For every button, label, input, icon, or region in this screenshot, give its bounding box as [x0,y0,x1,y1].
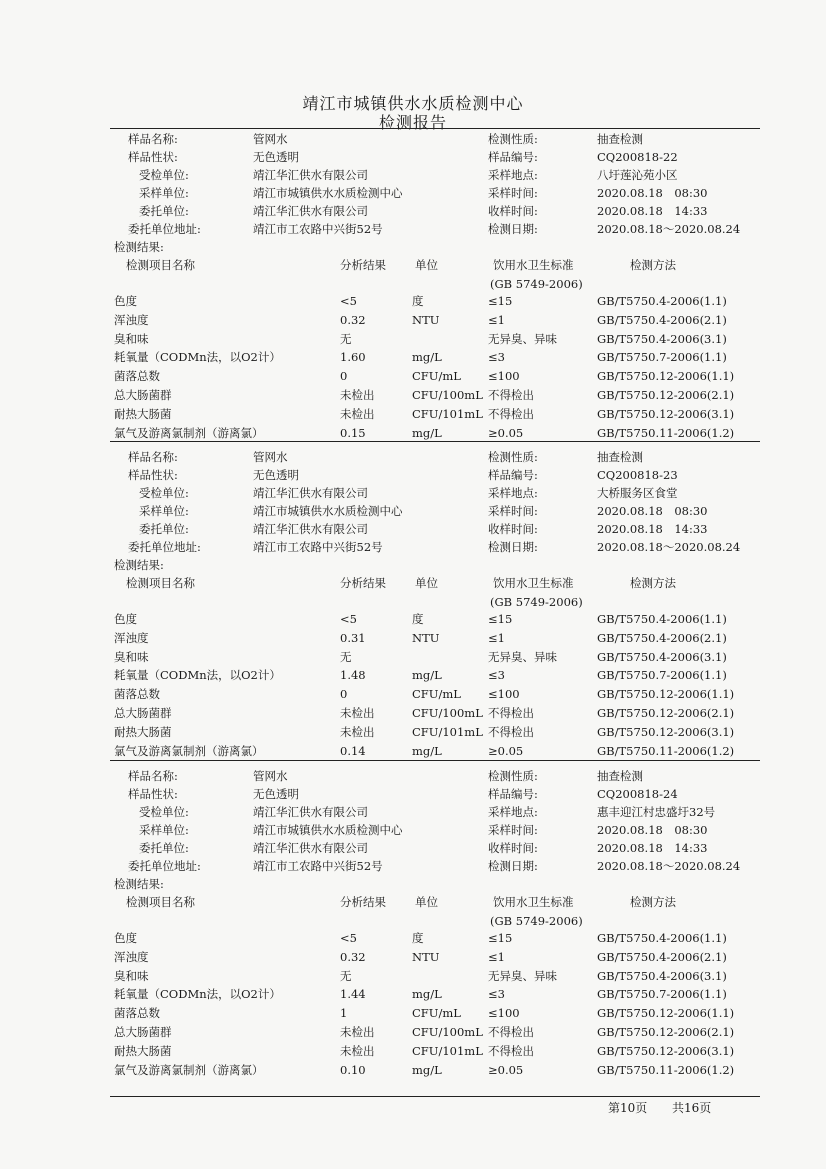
label-test-date: 检测日期: [488,222,538,236]
label-client-address: 委托单位地址: [128,540,201,554]
result-row-unit: mg/L [412,987,442,1002]
page-total: 共16页 [672,1101,712,1115]
col-header-unit: 单位 [415,258,438,272]
result-row-unit: CFU/mL [412,369,461,384]
label-sampling-time: 采样时间: [488,504,538,518]
result-row-method: GB/T5750.4-2006(3.1) [597,649,727,664]
result-row-standard: ≤1 [488,630,505,645]
result-row-method: GB/T5750.12-2006(2.1) [597,706,735,720]
result-row-item: 色度 [114,612,137,626]
col-header-standard-code: (GB 5749-2006) [490,277,583,291]
col-header-unit: 单位 [415,895,438,909]
label-sampling-time: 采样时间: [488,186,538,200]
label-client-address: 委托单位地址: [128,222,201,236]
result-row-value: 1.48 [340,668,366,683]
result-row-unit: CFU/101mL [412,406,483,421]
result-row-method: GB/T5750.4-2006(3.1) [597,331,727,346]
result-row-standard: ≤1 [488,312,505,327]
value-test-nature: 抽查检测 [597,769,643,783]
result-row-item: 总大肠菌群 [114,388,172,402]
result-row-method: GB/T5750.12-2006(2.1) [597,1025,735,1039]
label-sampling-site: 采样地点: [488,805,538,819]
value-state: 无色透明 [253,468,299,482]
value-sampling-unit: 靖江市城镇供水水质检测中心 [253,823,403,837]
result-row-standard: ≤100 [488,687,520,702]
result-row-standard: 不得检出 [488,706,534,720]
value-client-address: 靖江市工农路中兴街52号 [253,859,383,873]
label-sample-state: 样品性状: [128,787,178,801]
value-sampling-time: 2020.08.18 08:30 [597,186,708,200]
result-row-method: GB/T5750.12-2006(3.1) [597,406,735,421]
result-row-unit: CFU/100mL [412,388,483,402]
label-test-date: 检测日期: [488,540,538,554]
result-row-standard: 无异臭、异味 [488,649,557,664]
label-receiving-time: 收样时间: [488,841,538,855]
label-test-nature: 检测性质: [488,769,538,783]
label-sample-state: 样品性状: [128,150,178,164]
value-client-address: 靖江市工农路中兴街52号 [253,222,383,236]
value-sampling-site: 大桥服务区食堂 [597,486,678,500]
value-client-unit: 靖江华汇供水有限公司 [253,841,368,855]
value-test-date: 2020.08.18～2020.08.24 [597,859,741,873]
col-header-item: 检测项目名称 [126,576,195,590]
result-row-standard: ≥0.05 [488,743,524,758]
result-row-standard: ≥0.05 [488,1062,524,1077]
result-row-value: 未检出 [340,1025,375,1039]
col-header-standard-code: (GB 5749-2006) [490,914,583,928]
result-row-method: GB/T5750.12-2006(3.1) [597,1043,735,1058]
label-receiving-time: 收样时间: [488,204,538,218]
result-row-item: 耗氧量（CODMn法，以O2计） [114,350,281,365]
result-row-standard: ≤3 [488,987,505,1002]
label-sample-no: 样品编号: [488,468,538,482]
sample-block-1 [0,0,826,440]
result-row-method: GB/T5750.4-2006(2.1) [597,312,727,327]
result-row-standard: ≤15 [488,612,513,626]
report-org-title: 靖江市城镇供水水质检测中心 [302,94,524,113]
label-sampling-unit: 采样单位: [139,823,189,837]
result-row-value: 无 [340,968,352,983]
result-row-value: 1.60 [340,350,366,365]
result-row-method: GB/T5750.12-2006(3.1) [597,724,735,739]
col-header-item: 检测项目名称 [126,258,195,272]
result-row-item: 臭和味 [114,331,149,346]
result-row-value: 1 [340,1006,348,1021]
result-row-item: 菌落总数 [114,1006,160,1021]
result-row-item: 耐热大肠菌 [114,1043,172,1058]
result-row-item: 臭和味 [114,968,149,983]
value-sampling-site: 八圩莲沁苑小区 [597,168,678,182]
value-receiving-time: 2020.08.18 14:33 [597,522,708,536]
col-header-result: 分析结果 [340,895,386,909]
result-row-item: 总大肠菌群 [114,706,172,720]
label-sampling-time: 采样时间: [488,823,538,837]
value-sampling-unit: 靖江市城镇供水水质检测中心 [253,504,403,518]
result-row-item: 臭和味 [114,649,149,664]
result-row-value: 0 [340,369,348,384]
value-name: 管网水 [253,132,288,146]
label-sampling-unit: 采样单位: [139,186,189,200]
col-header-standard: 饮用水卫生标准 [493,258,574,272]
result-row-standard: 不得检出 [488,1043,534,1058]
result-row-method: GB/T5750.4-2006(2.1) [597,949,727,964]
label-test-nature: 检测性质: [488,450,538,464]
result-row-value: 未检出 [340,1043,375,1058]
result-row-unit: CFU/101mL [412,724,483,739]
result-row-value: <5 [340,612,357,626]
label-inspected-unit: 受检单位: [139,805,189,819]
result-row-method: GB/T5750.12-2006(1.1) [597,687,735,702]
value-name: 管网水 [253,450,288,464]
col-header-method: 检测方法 [630,258,676,272]
result-row-method: GB/T5750.12-2006(2.1) [597,388,735,402]
result-row-value: 无 [340,649,352,664]
value-receiving-time: 2020.08.18 14:33 [597,204,708,218]
result-row-value: 0 [340,687,348,702]
value-client-unit: 靖江华汇供水有限公司 [253,522,368,536]
result-row-item: 耐热大肠菌 [114,406,172,421]
result-row-method: GB/T5750.4-2006(1.1) [597,294,727,308]
result-row-unit: mg/L [412,350,442,365]
result-row-standard: ≤3 [488,668,505,683]
label-sample-name: 样品名称: [128,769,178,783]
value-inspected-unit: 靖江华汇供水有限公司 [253,486,368,500]
label-sample-no: 样品编号: [488,150,538,164]
label-inspected-unit: 受检单位: [139,486,189,500]
col-header-standard: 饮用水卫生标准 [493,576,574,590]
result-row-item: 氯气及游离氯制剂（游离氯） [114,743,264,758]
report-subtitle: 检测报告 [378,113,447,132]
result-row-standard: 无异臭、异味 [488,968,557,983]
result-row-method: GB/T5750.4-2006(1.1) [597,612,727,626]
result-row-item: 氯气及游离氯制剂（游离氯） [114,425,264,440]
value-receiving-time: 2020.08.18 14:33 [597,841,708,855]
result-row-unit: NTU [412,630,440,645]
result-row-standard: ≤15 [488,294,513,308]
col-header-result: 分析结果 [340,576,386,590]
result-row-item: 氯气及游离氯制剂（游离氯） [114,1062,264,1077]
result-row-item: 浑浊度 [114,949,149,964]
result-row-item: 耗氧量（CODMn法，以O2计） [114,668,281,683]
results-heading: 检测结果: [114,240,164,254]
result-row-value: 未检出 [340,388,375,402]
result-row-unit: CFU/100mL [412,706,483,720]
col-header-item: 检测项目名称 [126,895,195,909]
label-client-unit: 委托单位: [139,204,189,218]
result-row-standard: 无异臭、异味 [488,331,557,346]
result-row-unit: CFU/mL [412,1006,461,1021]
value-sampling-time: 2020.08.18 08:30 [597,504,708,518]
result-row-unit: 度 [412,612,424,626]
label-sampling-site: 采样地点: [488,168,538,182]
value-name: 管网水 [253,769,288,783]
result-row-value: 未检出 [340,406,375,421]
result-row-standard: 不得检出 [488,724,534,739]
label-inspected-unit: 受检单位: [139,168,189,182]
value-test-nature: 抽查检测 [597,132,643,146]
result-row-unit: mg/L [412,668,442,683]
value-state: 无色透明 [253,150,299,164]
result-row-method: GB/T5750.4-2006(1.1) [597,931,727,945]
label-client-unit: 委托单位: [139,522,189,536]
result-row-unit: 度 [412,931,424,945]
value-state: 无色透明 [253,787,299,801]
sample-block-2 [0,318,826,758]
result-row-value: 0.32 [340,312,366,327]
value-test-date: 2020.08.18～2020.08.24 [597,222,741,236]
result-row-value: 1.44 [340,987,366,1002]
sample-block-3 [0,637,826,1077]
label-sample-state: 样品性状: [128,468,178,482]
result-row-unit: CFU/mL [412,687,461,702]
result-row-item: 耗氧量（CODMn法，以O2计） [114,987,281,1002]
label-client-address: 委托单位地址: [128,859,201,873]
label-sampling-unit: 采样单位: [139,504,189,518]
result-row-value: 0.10 [340,1062,366,1077]
result-row-standard: ≤15 [488,931,513,945]
col-header-method: 检测方法 [630,895,676,909]
label-sampling-site: 采样地点: [488,486,538,500]
label-sample-name: 样品名称: [128,132,178,146]
result-row-item: 总大肠菌群 [114,1025,172,1039]
value-test-nature: 抽查检测 [597,450,643,464]
result-row-unit: CFU/100mL [412,1025,483,1039]
result-row-method: GB/T5750.4-2006(2.1) [597,630,727,645]
result-row-item: 耐热大肠菌 [114,724,172,739]
result-row-value: 0.32 [340,949,366,964]
value-sampling-time: 2020.08.18 08:30 [597,823,708,837]
result-row-method: GB/T5750.7-2006(1.1) [597,987,727,1002]
col-header-standard-code: (GB 5749-2006) [490,595,583,609]
result-row-unit: NTU [412,312,440,327]
result-row-unit: 度 [412,294,424,308]
result-row-item: 菌落总数 [114,369,160,384]
label-test-nature: 检测性质: [488,132,538,146]
value-sample-no: CQ200818-22 [597,150,678,164]
label-client-unit: 委托单位: [139,841,189,855]
result-row-value: <5 [340,294,357,308]
result-row-item: 色度 [114,294,137,308]
footer-rule [110,1096,760,1097]
result-row-standard: ≤100 [488,369,520,384]
result-row-standard: 不得检出 [488,388,534,402]
result-row-standard: ≤3 [488,350,505,365]
label-sample-no: 样品编号: [488,787,538,801]
result-row-method: GB/T5750.7-2006(1.1) [597,668,727,683]
result-row-item: 浑浊度 [114,312,149,327]
value-inspected-unit: 靖江华汇供水有限公司 [253,168,368,182]
col-header-unit: 单位 [415,576,438,590]
result-row-standard: ≤1 [488,949,505,964]
col-header-standard: 饮用水卫生标准 [493,895,574,909]
value-inspected-unit: 靖江华汇供水有限公司 [253,805,368,819]
label-test-date: 检测日期: [488,859,538,873]
result-row-value: 0.15 [340,425,366,440]
result-row-item: 菌落总数 [114,687,160,702]
result-row-method: GB/T5750.12-2006(1.1) [597,369,735,384]
result-row-method: GB/T5750.12-2006(1.1) [597,1006,735,1021]
label-receiving-time: 收样时间: [488,522,538,536]
value-test-date: 2020.08.18～2020.08.24 [597,540,741,554]
value-client-unit: 靖江华汇供水有限公司 [253,204,368,218]
result-row-value: 未检出 [340,706,375,720]
result-row-item: 浑浊度 [114,630,149,645]
result-row-standard: ≤100 [488,1006,520,1021]
result-row-value: 0.31 [340,630,366,645]
result-row-unit: mg/L [412,425,442,440]
page-number: 第10页 [608,1101,648,1115]
result-row-unit: mg/L [412,1062,442,1077]
result-row-unit: mg/L [412,743,442,758]
value-sample-no: CQ200818-24 [597,787,678,801]
result-row-value: 未检出 [340,724,375,739]
result-row-standard: ≥0.05 [488,425,524,440]
result-row-value: 无 [340,331,352,346]
result-row-method: GB/T5750.11-2006(1.2) [597,1062,735,1077]
label-sample-name: 样品名称: [128,450,178,464]
col-header-result: 分析结果 [340,258,386,272]
value-sampling-site: 惠丰迎江村忠盛圩32号 [597,805,716,819]
result-row-unit: CFU/101mL [412,1043,483,1058]
result-row-item: 色度 [114,931,137,945]
result-row-method: GB/T5750.4-2006(3.1) [597,968,727,983]
value-client-address: 靖江市工农路中兴街52号 [253,540,383,554]
result-row-method: GB/T5750.11-2006(1.2) [597,425,735,440]
result-row-value: 0.14 [340,743,366,758]
result-row-standard: 不得检出 [488,406,534,421]
col-header-method: 检测方法 [630,576,676,590]
results-heading: 检测结果: [114,558,164,572]
result-row-value: <5 [340,931,357,945]
value-sampling-unit: 靖江市城镇供水水质检测中心 [253,186,403,200]
result-row-method: GB/T5750.11-2006(1.2) [597,743,735,758]
result-row-standard: 不得检出 [488,1025,534,1039]
result-row-method: GB/T5750.7-2006(1.1) [597,350,727,365]
value-sample-no: CQ200818-23 [597,468,678,482]
result-row-unit: NTU [412,949,440,964]
results-heading: 检测结果: [114,877,164,891]
